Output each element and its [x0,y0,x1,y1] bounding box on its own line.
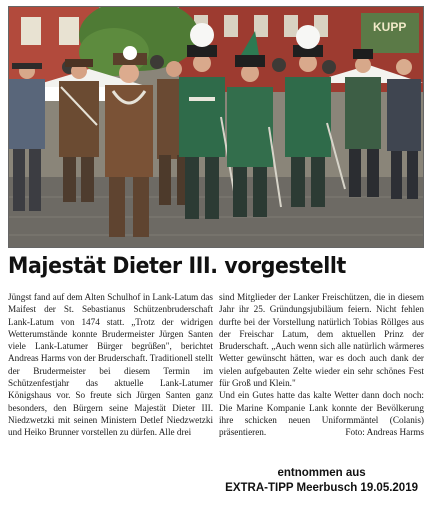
shop-sign-text: KUPP [373,20,407,34]
article-column-right [219,291,424,439]
source-line-1: entnommen aus [277,467,366,479]
photo-illustration [9,7,423,247]
article-column-left [8,291,213,439]
paragraph-text: Und ein Gutes hatte das kalte Wetter dann doch noch: Die Marine Kompanie Lank konnte der Bevölkerung ihre schicken neuen Uniformmäntel (Colanis) präsentieren. [219,390,424,438]
photo-credit: Foto: Andreas Harms [345,427,424,438]
paragraph: Jüngst fand auf dem Alten Schulhof in Lank-Latum das Maifest der St. Sebastianus Schützenbruderschaft Lank-Latum von 1474 statt. „Trotz der widrigen Wetterumstände konnte Brudermeister Jürgen Santen viele Lank-Latumer Bürger begrüßen", berichtet Andreas Harms von der Bruderschaft. Traditionell stellt der Brudermeister bei diesem Termin im Schützenfestjahr das aktuelle Lank-Latumer Königshaus vor. So freute sich Jürgen Santen ganz besonders, den Bürgern seine Majestät Dieter III. Niedzwetzki mit seinen Ministern Detlef Niedzwetzki und Heiko Brunner vorstellen zu dürfen. Alle drei [8,292,213,438]
source-line-2: EXTRA-TIPP Meerbusch 19.05.2019 [225,482,418,494]
paragraph: sind Mitglieder der Lanker Freischützen, die in diesem Jahr ihr 25. Gründungsjubiläum feiern. Nicht fehlen durfte bei der Vorstellung natürlich Tobias Röllges aus der Freischar Latum, dem aktuellen Prinz der Bruderschaft. „Auch wenn sich alle natürlich wärmeres Wetter gewünscht hätten, war es doch auch dank der vielen aufgebauten Zelte wieder ein sehr schönes Fest für Groß und Klein." [219,292,424,389]
article-photo [8,6,424,248]
article-headline: Majestät Dieter III. vorgestellt [8,254,346,279]
paragraph [219,389,424,438]
article-body [8,291,424,439]
source-note [225,466,418,496]
